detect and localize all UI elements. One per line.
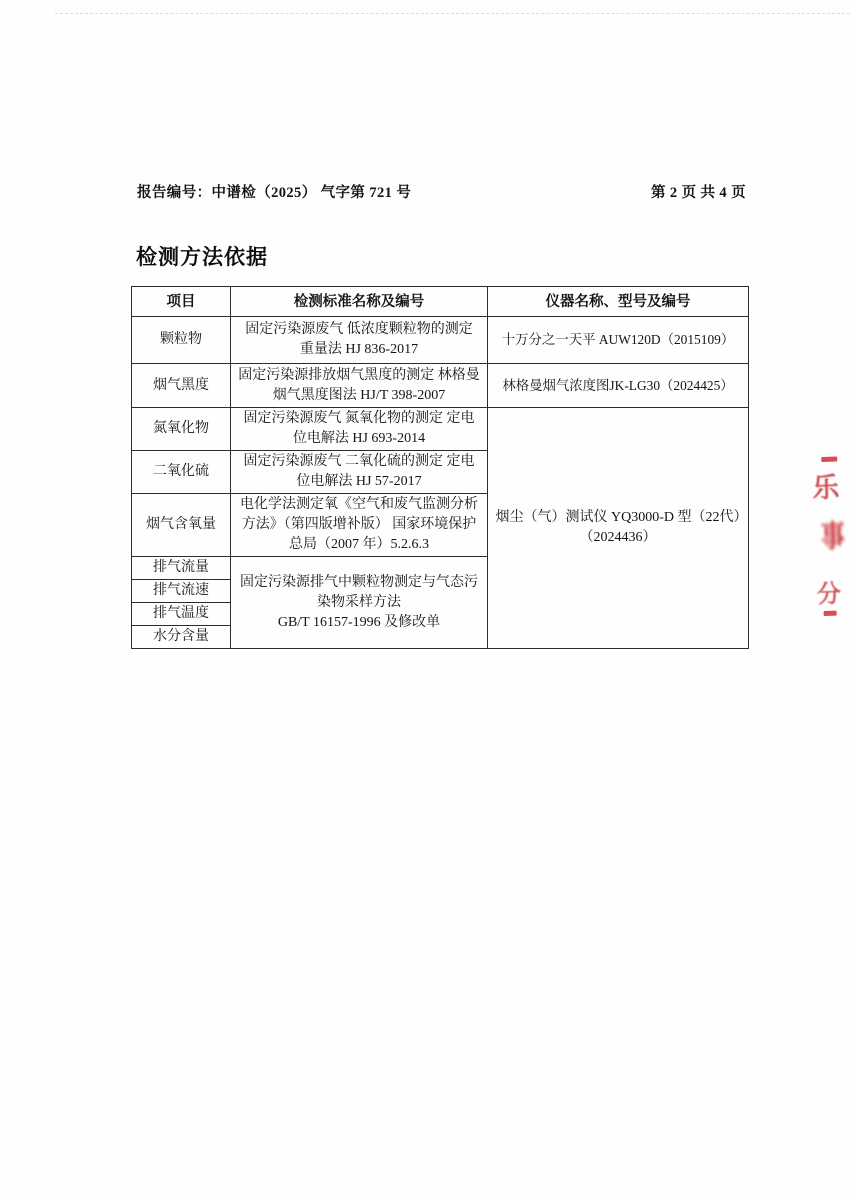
table-header-row	[132, 287, 749, 317]
item-cell: 烟气黑度	[132, 364, 231, 408]
seal-glyph-middle: 事	[820, 520, 846, 555]
column-header-instrument: 仪器名称、型号及编号	[488, 287, 749, 317]
table-row	[132, 364, 749, 408]
item-cell: 水分含量	[132, 626, 231, 649]
item-cell: 氮氧化物	[132, 408, 231, 451]
item-cell: 排气温度	[132, 603, 231, 626]
standard-cell-merged	[231, 557, 488, 649]
standard-cell: 固定污染源排放烟气黑度的测定 林格曼烟气黑度图法 HJ/T 398-2007	[231, 364, 488, 408]
seal-glyph-top: 乐	[811, 472, 840, 504]
scan-artifact-line	[55, 13, 850, 14]
standard-cell: 电化学法测定氧《空气和废气监测分析方法》（第四版增补版） 国家环境保护总局（2007 年）5.2.6.3	[231, 494, 488, 557]
instrument-cell: 林格曼烟气浓度图JK-LG30（2024425）	[488, 364, 749, 408]
report-number: 报告编号：中谱检（2025） 气字第 721 号	[137, 185, 412, 201]
column-header-item: 项目	[132, 287, 231, 317]
standard-text: 固定污染源排气中颗粒物测定与气态污染物采样方法	[240, 574, 478, 610]
item-cell: 烟气含氧量	[132, 494, 231, 557]
seal-glyph-bottom: 分	[816, 581, 842, 609]
instrument-cell: 十万分之一天平 AUW120D（2015109）	[488, 317, 749, 364]
standard-cell: 固定污染源废气 二氧化硫的测定 定电位电解法 HJ 57-2017	[231, 451, 488, 494]
instrument-cell-merged: 烟尘（气）测试仪 YQ3000-D 型（22代）（2024436）	[488, 408, 749, 649]
page-number: 第 2 页 共 4 页	[650, 185, 746, 201]
item-cell: 颗粒物	[132, 317, 231, 364]
standard-cell: 固定污染源废气 氮氧化物的测定 定电位电解法 HJ 693-2014	[231, 408, 488, 451]
standard-code: GB/T 16157-1996 及修改单	[277, 614, 441, 630]
item-cell: 排气流速	[132, 580, 231, 603]
table-row	[132, 317, 749, 364]
standard-cell: 固定污染源废气 低浓度颗粒物的测定 重量法 HJ 836-2017	[231, 317, 488, 364]
method-table	[131, 286, 749, 649]
document-header	[137, 181, 746, 202]
table-row	[132, 408, 749, 451]
seal-stroke-icon	[821, 457, 837, 462]
partial-red-seal-stamp	[799, 449, 850, 626]
item-cell: 二氧化硫	[132, 451, 231, 494]
item-cell: 排气流量	[132, 557, 231, 580]
section-title: 检测方法依据	[136, 245, 268, 269]
seal-stroke-icon	[824, 611, 837, 616]
column-header-standard: 检测标准名称及编号	[231, 287, 488, 317]
